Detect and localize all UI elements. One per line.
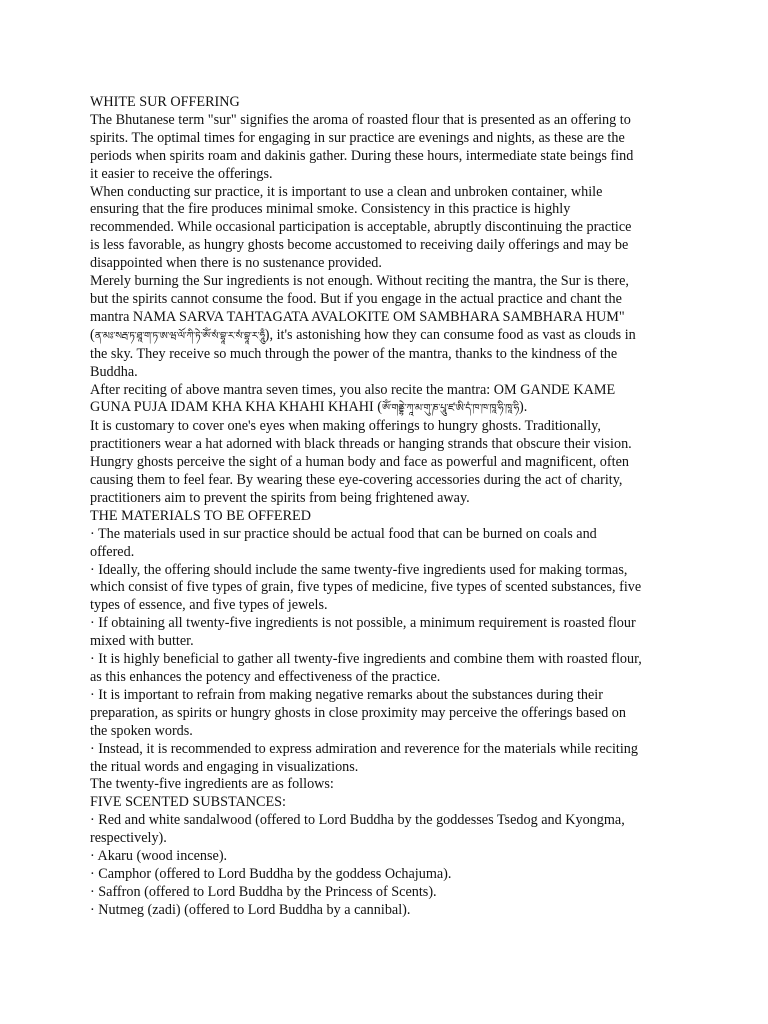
paragraph-line: ensuring that the fire produces minimal smoke. Consistency in this practice is highly [90,201,571,218]
paragraph-line: The Bhutanese term "sur" signifies the aroma of roasted flour that is presented as an offering to [90,111,631,128]
tibetan-mantra: ན་མཿ་སརྦ་ཏ་ཐཱ་ག་ཏ་ཨ་ཝ་ལོ་ཀི་ཏེ་ཨོཾ་སཾ་བྷཱ་ར་སཾ་བྷཱ་ར་ཧཱུྃ [94,330,265,342]
bullet-line: types of essence, and five types of jewels. [90,597,328,614]
paragraph-line: practitioners aim to prevent the spirits from being frightened away. [90,489,470,506]
mantra-line [90,399,680,418]
bullet-line: · If obtaining all twenty-five ingredients is not possible, a minimum requirement is roasted flour [90,615,636,632]
paragraph-line: the sky. They receive so much through the power of the mantra, thanks to the kindness of the [90,345,618,362]
bullet-line: · Akaru (wood incense). [90,848,228,865]
bullet-line: · Nutmeg (zadi) (offered to Lord Buddha by a cannibal). [90,901,411,918]
paragraph-line: After reciting of above mantra seven times, you also recite the mantra: OM GANDE KAME [90,381,616,398]
paragraph-line: mantra NAMA SARVA TAHTAGATA AVALOKITE OM SAMBHARA SAMBHARA HUM" [90,308,625,325]
tibetan-mantra: ཨོཾ་གནྡྷེ་ཀཱ་མ་གུ་ཎ་པཱུ་ཛ་ཨི་དཾ་ཁ་ཁ་ཁཱ་ཧི་ཁཱ་ཧི [382,403,519,415]
paragraph-line: It is customary to cover one's eyes when making offerings to hungry ghosts. Traditionally, [90,418,601,435]
bullet-line: the spoken words. [90,722,193,739]
paragraph-line: Buddha. [90,363,138,380]
bullet-line: · Ideally, the offering should include the same twenty-five ingredients used for making tormas, [90,561,628,578]
document-body [90,94,680,920]
paragraph-line: Hungry ghosts perceive the sight of a human body and face as powerful and magnificent, often [90,454,629,471]
bullet-line: mixed with butter. [90,633,194,650]
bullet-line: as this enhances the potency and effectiveness of the practice. [90,669,441,685]
mantra-line-lead: GUNA PUJA IDAM KHA KHA KHAHI KHAHI ( [90,399,383,416]
bullet-line: preparation, as spirits or hungry ghosts in close proximity may perceive the offerings based on [90,704,626,721]
bullet-line: · It is important to refrain from making negative remarks about the substances during their [90,686,603,703]
mantra-line-rest: ), it's astonishing how they can consume food as vast as clouds in [264,326,636,343]
bullet-line: · Camphor (offered to Lord Buddha by the goddess Ochajuma). [90,865,452,882]
bullet-line: the ritual words and engaging in visualizations. [90,758,359,775]
paragraph-line: When conducting sur practice, it is important to use a clean and unbroken container, while [90,183,603,200]
paragraph-line: periods when spirits roam and dakinis gather. During these hours, intermediate state beings find [90,147,634,164]
section-heading: FIVE SCENTED SUBSTANCES: [90,794,286,811]
paragraph-line: disappointed when there is no sustenance provided. [90,255,382,272]
paren-open: ( [90,326,95,343]
paragraph-line: The twenty-five ingredients are as follows: [90,776,334,793]
paragraph-line: but the spirits cannot consume the food. But if you engage in the actual practice and chant the [90,290,622,307]
mantra-line [90,327,680,346]
bullet-line: which consist of five types of grain, five types of medicine, five types of scented substances, five [90,579,642,596]
bullet-line: · It is highly beneficial to gather all twenty-five ingredients and combine them with roasted flour, [90,651,642,668]
bullet-line: · Instead, it is recommended to express admiration and reverence for the materials while reciting [90,740,638,757]
bullet-line: · Saffron (offered to Lord Buddha by the Princess of Scents). [90,883,437,900]
paragraph-line: recommended. While occasional participation is acceptable, abruptly discontinuing the practice [90,219,632,236]
bullet-line: · Red and white sandalwood (offered to Lord Buddha by the goddesses Tsedog and Kyongma, [90,812,625,829]
bullet-line: offered. [90,543,135,560]
paren-close: ). [518,399,528,416]
document-title: WHITE SUR OFFERING [90,94,240,110]
paragraph-line: spirits. The optimal times for engaging in sur practice are evenings and nights, as these are the [90,129,625,146]
paragraph-line: causing them to feel fear. By wearing these eye-covering accessories during the act of charity, [90,472,623,489]
bullet-line: · The materials used in sur practice should be actual food that can be burned on coals and [90,525,597,542]
paragraph-line: Merely burning the Sur ingredients is not enough. Without reciting the mantra, the Sur is there, [90,273,629,290]
bullet-line: respectively). [90,830,167,847]
paragraph-line: is less favorable, as hungry ghosts become accustomed to receiving daily offerings and may be [90,237,629,254]
paragraph-line: it easier to receive the offerings. [90,165,273,182]
paragraph-line: practitioners wear a hat adorned with black threads or hanging strands that obscure their vision. [90,436,632,453]
section-heading: THE MATERIALS TO BE OFFERED [90,507,311,524]
